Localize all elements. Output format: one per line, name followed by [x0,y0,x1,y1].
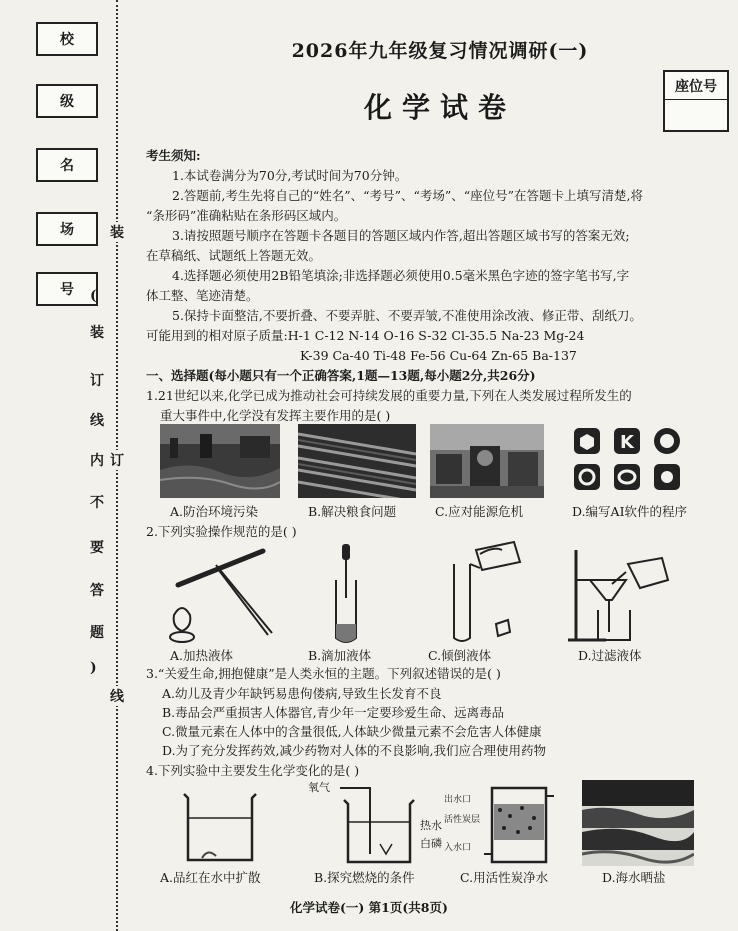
binding-warning-char: 题 [90,625,104,641]
binding-label-grade: 级 [36,84,98,118]
q2-option-a: A.加热液体 [170,648,234,663]
q1-stem: 重大事件中,化学没有发挥主要作用的是( ) [160,408,391,423]
binding-warning-char: 答 [90,583,104,599]
q4-option-a: A.品红在水中扩散 [160,870,261,885]
q4-label-hot-water: 热水 [420,819,442,832]
q3-option-d: D.为了充分发挥药效,减少药物对人体的不良影响,我们应合理使用药物 [162,743,546,758]
binding-warning-open: ( [90,288,97,304]
app-icon-k-letter: K [620,432,634,453]
q4-combustion-beaker [340,784,418,866]
q4-label-water-outlet: 出水口 [444,795,472,805]
notice-item: 在草稿纸、试题纸上答题无效。 [146,248,322,263]
q1-photo-farmland [298,424,416,498]
q4-option-b: B.探究燃烧的条件 [314,870,415,885]
q1-option-b: B.解决粮食问题 [308,504,397,519]
binding-warning-char: 订 [90,373,104,389]
seat-number-label: 座位号 [665,72,727,100]
binding-warning-char: 内 [90,453,104,469]
notice-heading: 考生须知: [146,148,201,163]
q2-pouring-liquid-figure [436,540,526,645]
notice-item: 5.保持卡面整洁,不要折叠、不要弄脏、不要弄皱,不准使用涂改液、修正带、刮纸刀。 [172,308,642,323]
binding-warning-char: 装 [90,325,104,341]
notice-item: 4.选择题必须使用2B铅笔填涂;非选择题必须使用0.5毫米黑色字迹的签字笔书写,字 [172,268,630,283]
atomic-masses-line: 可能用到的相对原子质量:H-1 C-12 N-14 O-16 S-32 Cl-35.5 Na-23 Mg-24 [146,328,585,343]
q3-option-b: B.毒品会严重损害人体器官,青少年一定要珍爱生命、远离毒品 [162,705,505,720]
q3-option-a: A.幼儿及青少年缺钙易患佝偻病,导致生长发育不良 [162,686,442,701]
q4-carbon-filter-figure [484,784,554,866]
q1-ai-app-icons [568,424,692,498]
q2-heating-liquid-figure [168,545,278,645]
notice-item: 体工整、笔迹清楚。 [146,288,259,303]
q1-option-d: D.编写AI软件的程序 [572,504,688,519]
q1-option-a: A.防治环境污染 [170,504,259,519]
binding-label-number: 号 [36,272,98,306]
q4-option-d: D.海水晒盐 [602,870,666,885]
section-heading: 一、选择题(每小题只有一个正确答案,1题—13题,每小题2分,共26分) [146,368,536,383]
binding-label-name: 名 [36,148,98,182]
q4-label-carbon-layer: 活性炭层 [444,815,481,825]
binding-label-school: 校 [36,22,98,56]
q1-stem: 1.21世纪以来,化学已成为推动社会可持续发展的重要力量,下列在人类发展过程所发生的 [146,388,632,403]
q2-option-d: D.过滤液体 [578,648,642,663]
binding-warning-char: 线 [90,413,104,429]
binding-warning-char: 要 [90,540,104,556]
q2-option-b: B.滴加液体 [308,648,372,663]
binding-line-char: 订 [110,450,124,470]
q3-stem: 3.“关爱生命,拥抱健康”是人类永恒的主题。下列叙述错误的是( ) [146,666,501,681]
q1-photo-energy [430,424,544,498]
binding-warning-char: 不 [90,495,104,511]
exam-title: 化学试卷 [363,91,516,124]
q1-photo-pollution [160,424,280,498]
binding-label-exam-room: 场 [36,212,98,246]
page-footer: 化学试卷(一) 第1页(共8页) [290,900,448,915]
q4-sea-salt-photo [582,780,694,866]
seat-number-box [663,70,729,132]
notice-item: 1.本试卷满分为70分,考试时间为70分钟。 [172,168,408,183]
q2-stem: 2.下列实验操作规范的是( ) [146,524,297,539]
q4-label-oxygen: 氧气 [308,781,330,794]
q4-option-c: C.用活性炭净水 [460,870,549,885]
atomic-masses-line: K-39 Ca-40 Ti-48 Fe-56 Cu-64 Zn-65 Ba-137 [300,348,577,363]
q4-stem: 4.下列实验中主要发生化学变化的是( ) [146,763,360,778]
q4-label-water-inlet: 入水口 [444,843,472,853]
q2-option-c: C.倾倒液体 [428,648,492,663]
notice-item: “条形码”准确粘贴在条形码区域内。 [146,208,347,223]
exam-subtitle: 2026年九年级复习情况调研(一) [291,40,589,62]
q1-option-c: C.应对能源危机 [435,504,524,519]
q3-option-c: C.微量元素在人体中的含量很低,人体缺少微量元素不会危害人体健康 [162,724,542,739]
q4-label-white-phosphorus: 白磷 [420,837,442,850]
binding-line-char: 线 [110,686,124,706]
notice-item: 3.请按照题号顺序在答题卡各题目的答题区域内作答,超出答题区域书写的答案无效; [172,228,630,243]
binding-warning-close: ) [90,660,97,676]
binding-line-char: 装 [110,222,124,242]
q4-diffusion-beaker [178,788,262,866]
q2-filtering-figure [566,540,676,645]
q2-dropping-liquid-figure [318,540,378,645]
notice-item: 2.答题前,考生先将自己的“姓名”、“考号”、“考场”、“座位号”在答题卡上填写清楚,将 [172,188,643,203]
